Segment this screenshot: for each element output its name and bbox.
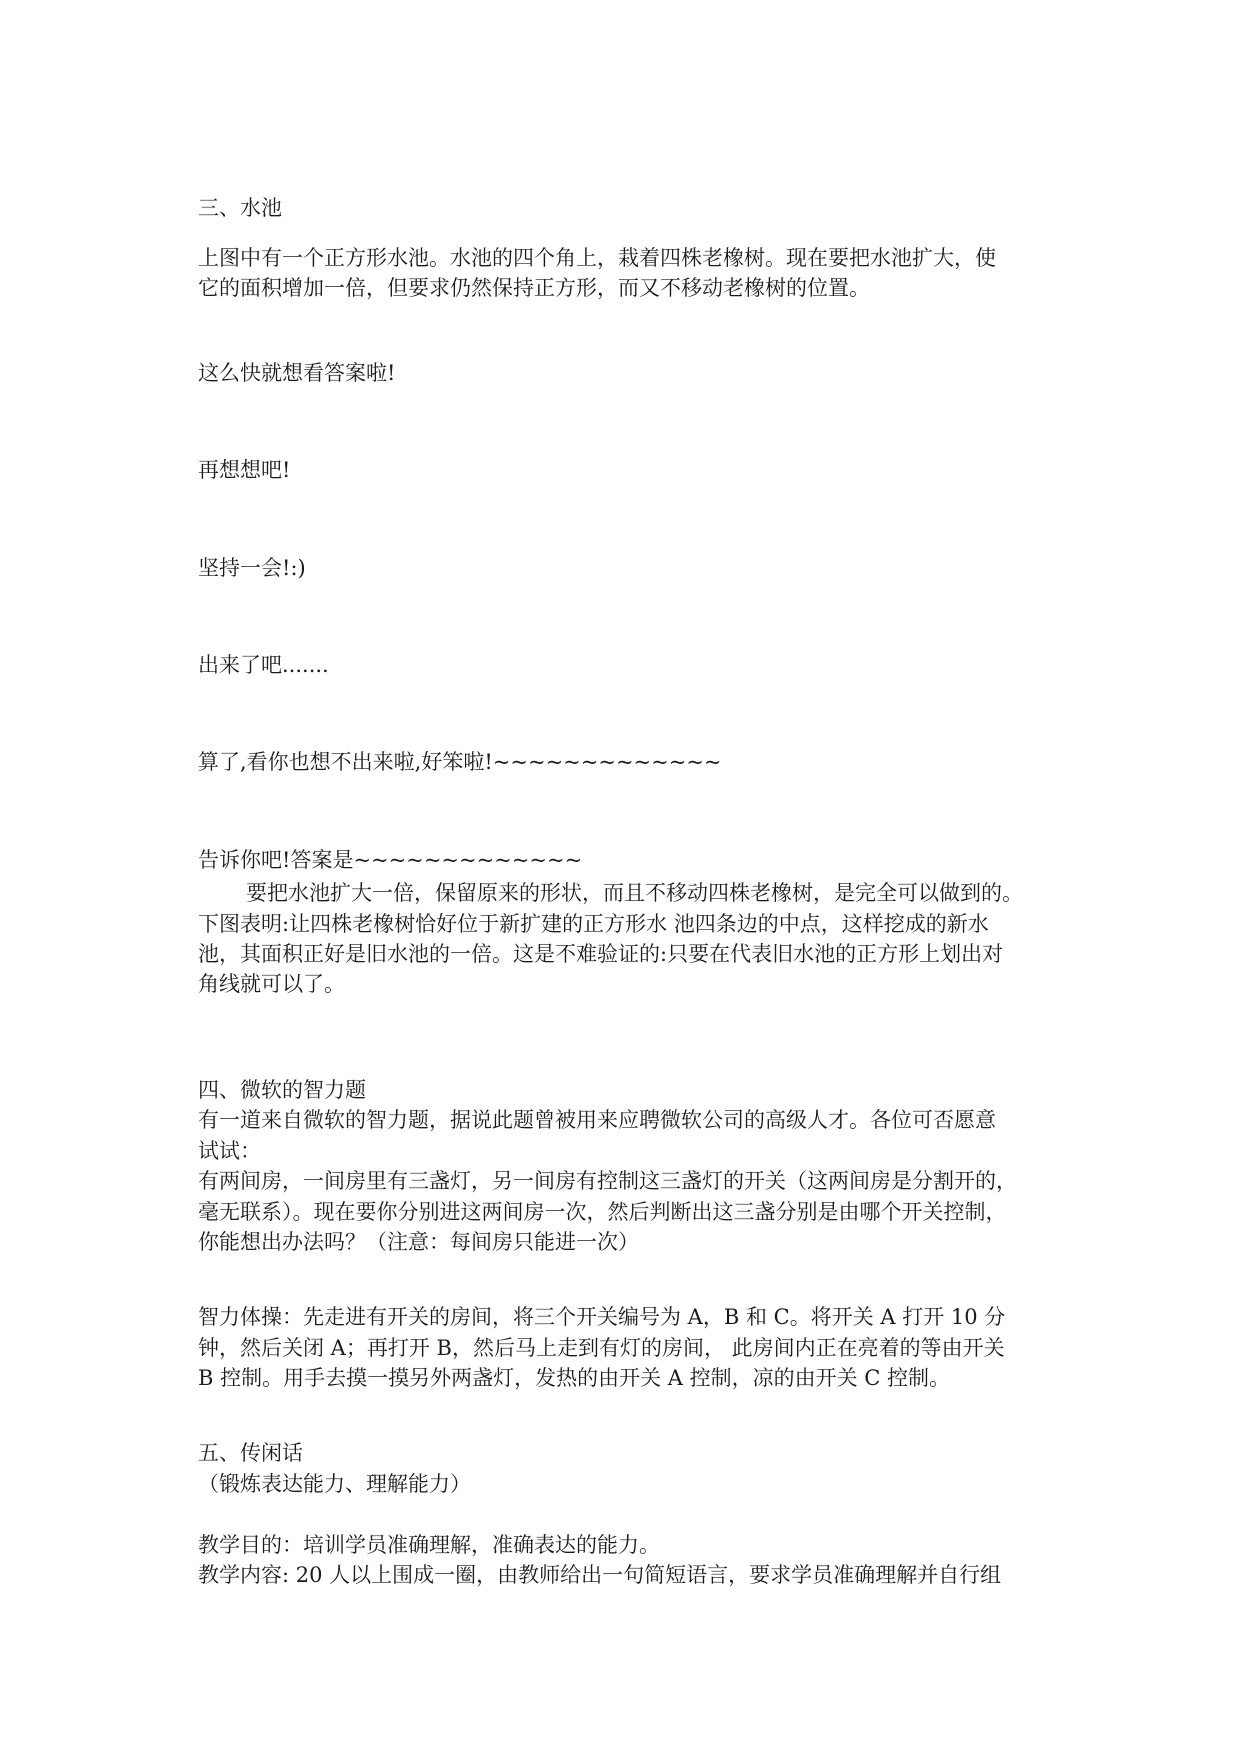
teaser-line: 这么快就想看答案啦! xyxy=(198,361,396,385)
pool-answer-line: 池，其面积正好是旧水池的一倍。这是不难验证的:只要在代表旧水池的正方形上划出对 xyxy=(198,942,1004,966)
microsoft-answer-line: B 控制。用手去摸一摸另外两盏灯，发热的由开关 A 控制，凉的由开关 C 控制。 xyxy=(198,1366,951,1390)
pool-question-line: 它的面积增加一倍，但要求仍然保持正方形，而又不移动老橡树的位置。 xyxy=(198,276,870,300)
gossip-content: 教学内容: 20 人以上围成一圈，由教师给出一句简短语言，要求学员准确理解并自行组 xyxy=(198,1563,1002,1587)
microsoft-intro-line: 有一道来自微软的智力题，据说此题曾被用来应聘微软公司的高级人才。各位可否愿意 xyxy=(198,1108,996,1132)
teaser-line: 坚持一会!:) xyxy=(198,556,306,580)
microsoft-answer-line: 钟，然后关闭 A；再打开 B，然后马上走到有灯的房间， 此房间内正在亮着的等由开关 xyxy=(198,1336,1005,1360)
pool-question-line: 上图中有一个正方形水池。水池的四个角上，栽着四株老橡树。现在要把水池扩大，使 xyxy=(198,246,996,270)
section-heading-pool: 三、水池 xyxy=(198,196,282,220)
microsoft-question-line: 有两间房，一间房里有三盏灯，另一间房有控制这三盏灯的开关（这两间房是分割开的， xyxy=(198,1169,1017,1193)
microsoft-question-line: 毫无联系）。现在要你分别进这两间房一次，然后判断出这三盏分别是由哪个开关控制， xyxy=(198,1200,1007,1224)
teaser-line: 算了,看你也想不出来啦,好笨啦!~~~~~~~~~~~~~ xyxy=(198,750,722,774)
microsoft-question-line: 你能想出办法吗？（注意：每间房只能进一次） xyxy=(198,1230,639,1254)
teaser-line: 告诉你吧!答案是~~~~~~~~~~~~~ xyxy=(198,848,583,872)
section-heading-microsoft: 四、微软的智力题 xyxy=(198,1078,366,1102)
gossip-subtitle: （锻炼表达能力、理解能力） xyxy=(198,1472,471,1496)
pool-answer-line: 角线就可以了。 xyxy=(198,972,345,996)
microsoft-intro-line: 试试： xyxy=(198,1139,261,1163)
section-heading-gossip: 五、传闲话 xyxy=(198,1441,303,1465)
gossip-goal: 教学目的：培训学员准确理解，准确表达的能力。 xyxy=(198,1533,660,1557)
teaser-line: 出来了吧....... xyxy=(198,653,329,677)
teaser-line: 再想想吧! xyxy=(198,458,291,482)
pool-answer-line: 下图表明:让四株老橡树恰好位于新扩建的正方形水 池四条边的中点，这样挖成的新水 xyxy=(198,912,989,936)
pool-answer-line: 要把水池扩大一倍，保留原来的形状，而且不移动四株老橡树，是完全可以做到的。 xyxy=(246,881,1023,905)
microsoft-answer-line: 智力体操：先走进有开关的房间，将三个开关编号为 A，B 和 C。将开关 A 打开 10 分 xyxy=(198,1305,1006,1329)
